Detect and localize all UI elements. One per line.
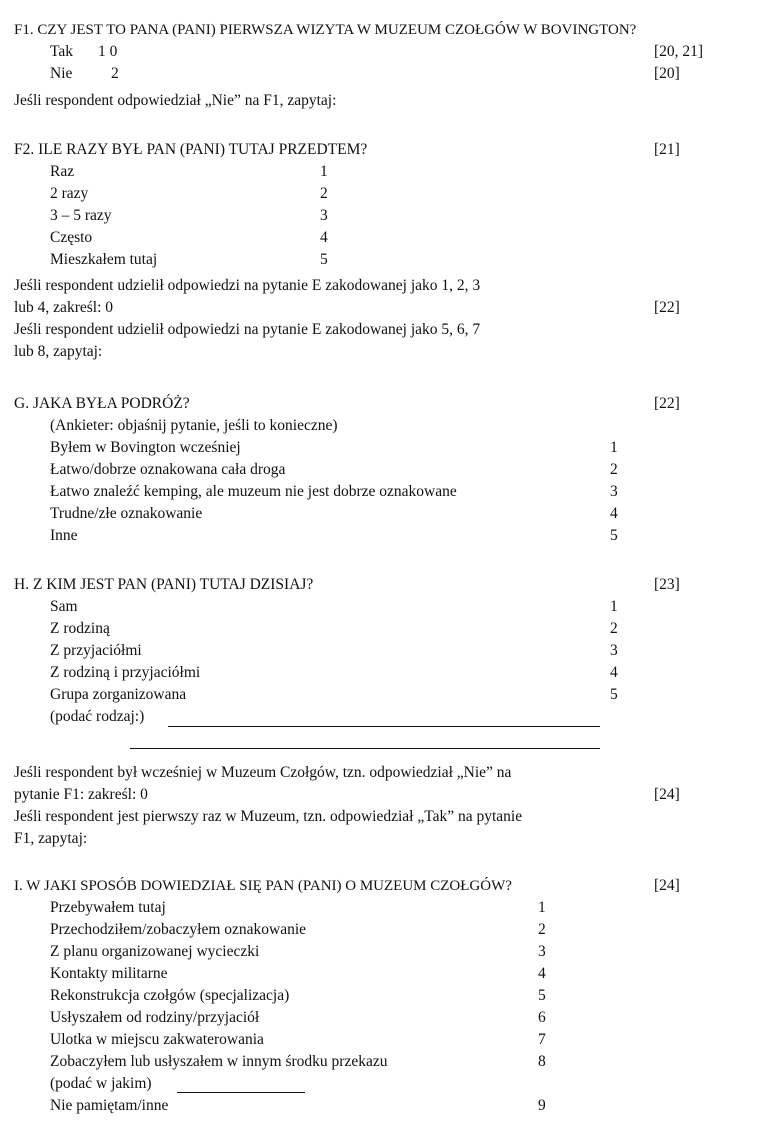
f1-option-tak-code: 1 0 — [98, 43, 118, 60]
g-option-label: Łatwo znaleźć kemping, ale muzeum nie jest dobrze oznakowane — [50, 483, 457, 500]
f2-option-code: 1 — [320, 163, 328, 180]
i-option-label: Rekonstrukcja czołgów (specjalizacja) — [50, 987, 290, 1004]
g-option-code: 4 — [610, 505, 618, 522]
f2-instruction-2-cont: lub 8, zapytaj: — [14, 343, 103, 360]
f2-option-code: 5 — [320, 251, 328, 268]
h-instruction-1-ref: [24] — [654, 786, 680, 803]
i-option-code: 5 — [538, 987, 546, 1004]
f2-question: F2. ILE RAZY BYŁ PAN (PANI) TUTAJ PRZEDTEM? — [14, 141, 368, 158]
f2-instruction-1-ref: [22] — [654, 299, 680, 316]
i-option-label: Usłyszałem od rodziny/przyjaciół — [50, 1009, 260, 1026]
h-instruction-1-cont: pytanie F1: zakreśl: 0 — [14, 786, 148, 803]
i-option-label: Ulotka w miejscu zakwaterowania — [50, 1031, 264, 1048]
h-question: H. Z KIM JEST PAN (PANI) TUTAJ DZISIAJ? — [14, 576, 314, 593]
i-option-label: Przechodziłem/zobaczyłem oznakowanie — [50, 921, 307, 938]
i-specify-label: (podać w jakim) — [50, 1075, 152, 1092]
i-option-label: Przebywałem tutaj — [50, 899, 166, 916]
h-option-label: Grupa zorganizowana — [50, 686, 187, 703]
h-specify-label: (podać rodzaj:) — [50, 708, 145, 725]
h-option-label: Z przyjaciółmi — [50, 642, 142, 659]
i-option-code: 3 — [538, 943, 546, 960]
f2-option-code: 4 — [320, 229, 328, 246]
f2-ref: [21] — [654, 141, 680, 158]
g-option-code: 2 — [610, 461, 618, 478]
h-option-code: 5 — [610, 686, 618, 703]
i-option-code: 1 — [538, 899, 546, 916]
i-question: I. W JAKI SPOSÓB DOWIEDZIAŁ SIĘ PAN (PANI) O MUZEUM CZOŁGÓW? — [14, 878, 512, 894]
i-option-label: Z planu organizowanej wycieczki — [50, 943, 260, 960]
h-option-code: 4 — [610, 664, 618, 681]
h-specify-line-2[interactable] — [130, 748, 600, 749]
i-option-code: 6 — [538, 1009, 546, 1026]
g-option-label: Trudne/złe oznakowanie — [50, 505, 203, 522]
g-question: G. JAKA BYŁA PODRÓŻ? — [14, 395, 190, 412]
i-option-label: Nie pamiętam/inne — [50, 1097, 169, 1114]
f1-option-tak-ref: [20, 21] — [654, 43, 704, 60]
f2-instruction-2: Jeśli respondent udzielił odpowiedzi na pytanie E zakodowanej jako 5, 6, 7 — [14, 321, 481, 338]
f2-option-label: Mieszkałem tutaj — [50, 251, 158, 268]
i-ref: [24] — [654, 877, 680, 894]
h-instruction-2-cont: F1, zapytaj: — [14, 830, 88, 847]
g-option-code: 1 — [610, 439, 618, 456]
g-option-label: Łatwo/dobrze oznakowana cała droga — [50, 461, 286, 478]
f2-option-label: Często — [50, 229, 93, 246]
f1-option-nie-ref: [20] — [654, 65, 680, 82]
h-option-label: Z rodziną — [50, 620, 110, 637]
i-option-code: 4 — [538, 965, 546, 982]
g-option-label: Inne — [50, 527, 78, 544]
f1-question: F1. CZY JEST TO PANA (PANI) PIERWSZA WIZYTA W MUZEUM CZOŁGÓW W BOVINGTON? — [14, 22, 637, 38]
g-option-code: 3 — [610, 483, 618, 500]
f2-instruction-1: Jeśli respondent udzielił odpowiedzi na pytanie E zakodowanej jako 1, 2, 3 — [14, 277, 481, 294]
h-ref: [23] — [654, 576, 680, 593]
i-option-code: 7 — [538, 1031, 546, 1048]
h-instruction-1: Jeśli respondent był wcześniej w Muzeum Czołgów, tzn. odpowiedział „Nie” na — [14, 764, 512, 781]
h-instruction-2: Jeśli respondent jest pierwszy raz w Muzeum, tzn. odpowiedział „Tak” na pytanie — [14, 808, 523, 825]
i-option-label: Zobaczyłem lub usłyszałem w innym środku przekazu — [50, 1053, 388, 1070]
f2-option-label: 2 razy — [50, 185, 89, 202]
f1-option-nie-code: 2 — [111, 65, 119, 82]
g-option-label: Byłem w Bovington wcześniej — [50, 439, 241, 456]
h-option-code: 3 — [610, 642, 618, 659]
f2-option-label: 3 – 5 razy — [50, 207, 112, 224]
g-option-code: 5 — [610, 527, 618, 544]
h-option-label: Sam — [50, 598, 78, 615]
i-option-label: Kontakty militarne — [50, 965, 168, 982]
i-option-code: 2 — [538, 921, 546, 938]
f1-option-tak-label: Tak — [50, 43, 74, 60]
f2-option-code: 3 — [320, 207, 328, 224]
f1-option-nie-label: Nie — [50, 65, 73, 82]
f2-instruction-1-cont: lub 4, zakreśl: 0 — [14, 299, 114, 316]
i-specify-line[interactable] — [177, 1092, 305, 1093]
h-specify-line[interactable] — [168, 726, 600, 727]
h-option-label: Z rodziną i przyjaciółmi — [50, 664, 201, 681]
g-ref: [22] — [654, 395, 680, 412]
f2-option-code: 2 — [320, 185, 328, 202]
i-option-code: 8 — [538, 1053, 546, 1070]
g-note: (Ankieter: objaśnij pytanie, jeśli to konieczne) — [50, 417, 338, 434]
i-option-code: 9 — [538, 1097, 546, 1114]
f2-option-label: Raz — [50, 163, 75, 180]
f1-instruction: Jeśli respondent odpowiedział „Nie” na F1, zapytaj: — [14, 92, 337, 109]
h-option-code: 1 — [610, 598, 618, 615]
h-option-code: 2 — [610, 620, 618, 637]
